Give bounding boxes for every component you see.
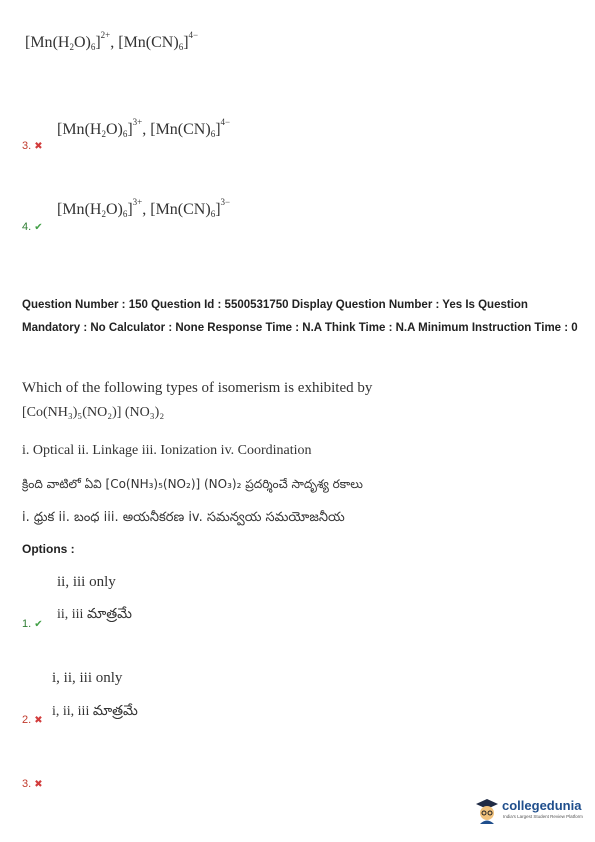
question-choices-telugu: i. ధ్రుక ii. బంధ iii. అయనీకరణ iv. సమన్వయ సమయోజనీయ [22,510,345,525]
option-1-telugu: ii, iii మాత్రమే [57,607,132,622]
question-complex: [Co(NH₃)₅(NO₂)] (NO₃)₂ [22,405,165,420]
option-formula: $[Mn(H_2O)_6]^{3+}$, $[Mn(CN)_6]^{4-}$ [57,117,231,139]
option-2-number: 2. ✖ [22,714,43,726]
collegedunia-logo [474,794,592,830]
option-formula: $[Mn(H_2O)_6]^{3+}$, $[Mn(CN)_6]^{3-}$ [57,197,231,219]
graduate-icon [474,796,500,826]
option-2-telugu: i, ii, iii మాత్రమే [52,704,138,719]
option-number: 3. ✖ [22,140,43,152]
logo-tagline: India's Largest Student Review Platform [503,814,583,819]
option-2-english: i, ii, iii only [52,670,123,686]
wrong-mark-icon: ✖ [34,141,43,152]
option-3-number: 3. ✖ [22,778,43,790]
option-1-number: 1. ✔ [22,618,43,630]
check-mark-icon: ✔ [34,619,43,630]
check-mark-icon: ✔ [34,222,43,233]
logo-name: collegedunia [502,798,582,813]
wrong-mark-icon: ✖ [34,715,43,726]
question-text: Which of the following types of isomerism is exhibited by [22,380,373,396]
wrong-mark-icon: ✖ [34,779,43,790]
option-number: 4. ✔ [22,221,43,233]
question-choices: i. Optical ii. Linkage iii. Ionization iv. Coordination [22,443,312,458]
question-text-telugu: క్రింది వాటిలో ఏవి [Co(NH₃)₅(NO₂)] (NO₃)₂ ప్రదర్శించే సాదృశ్య రకాలు [22,477,363,491]
options-label: Options : [22,542,75,556]
question-meta: Question Number : 150 Question Id : 5500531750 Display Question Number : Yes Is Question Mandatory : No Calculator : None Response Time : N.A Think Time : N.A Minimum Instruction Time : 0 [22,299,578,334]
option-formula-prev: $[Mn(H_2O)_6]^{2+}$, $[Mn(CN)_6]^{4-}$ [25,30,199,52]
option-1-english: ii, iii only [57,574,116,590]
